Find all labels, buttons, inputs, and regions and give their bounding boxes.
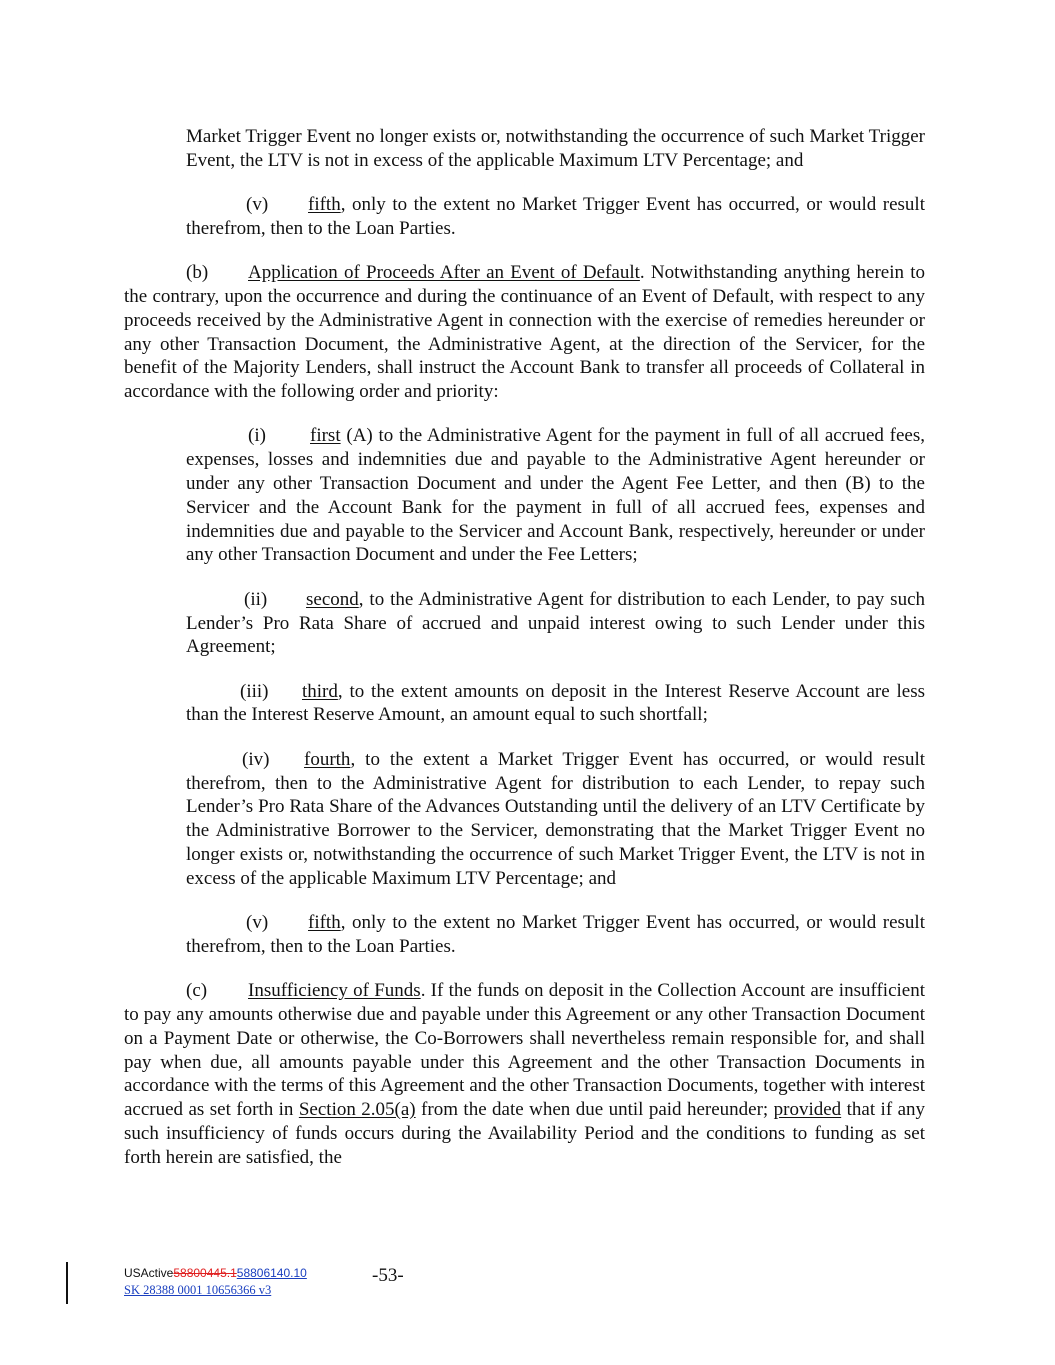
clause-number: (v) (246, 912, 269, 934)
doc-id-prefix: USActive (124, 1266, 174, 1280)
clause-text: , only to the extent no Market Trigger Event has occurred, or would result therefrom, then to the Loan Parties. (186, 912, 925, 957)
section-text: . Notwithstanding anything herein to the contrary, upon the occurrence and during the continuance of an Event of Default, with respect to any proceeds received by the Administrative Agent in connection with the exercise of remedies hereunder or any other Transaction Document, the Administrative Agent, at the direction of the Servicer, for the benefit of the Majority Lenders, shall instruct the Account Bank to transfer all proceeds of Collateral in accordance with the following order and priority: (124, 262, 926, 403)
clause-lead: first (310, 425, 341, 447)
doc-id-line (124, 1265, 307, 1282)
clause-number: (i) (248, 425, 266, 447)
section-c (124, 979, 925, 1169)
change-bar (66, 1262, 68, 1304)
clause-number: (iv) (242, 748, 270, 770)
doc-reference: SK 28388 0001 10656366 v3 (124, 1283, 272, 1297)
section-text: from the date when due until paid hereunder; (415, 1099, 774, 1121)
clause-lead: fourth (304, 748, 351, 770)
clause-number: (iii) (240, 680, 269, 702)
section-heading: Application of Proceeds After an Event of Default (248, 262, 640, 284)
clause-v-second (186, 911, 925, 959)
section-b (124, 261, 925, 404)
section-number: (b) (186, 262, 209, 284)
clause-number: (v) (246, 194, 269, 216)
clause-iv (186, 748, 925, 891)
section-text: that if any such insufficiency of funds occurs during the Availability Period and the conditions to funding as set forth herein are satisfied, the (124, 1099, 926, 1168)
provided-term: provided (773, 1099, 842, 1121)
clause-number: (ii) (244, 588, 268, 610)
section-reference: Section 2.05(a) (298, 1099, 416, 1121)
paragraph-continuation: Market Trigger Event no longer exists or, notwithstanding the occurrence of such Market Trigger Event, the LTV is not in excess of the applicable Maximum LTV Percentage; and (186, 126, 925, 171)
document-body (124, 125, 925, 1169)
clause-text: , to the Administrative Agent for distribution to each Lender, to pay such Lender’s Pro Rata Share of accrued and unpaid interest owing to such Lender under this Agreement; (186, 588, 925, 658)
section-heading: Insufficiency of Funds (248, 980, 421, 1002)
clause-lead: third (302, 680, 338, 702)
clause-iii (186, 680, 925, 728)
clause-lead: fifth (308, 194, 341, 216)
section-number: (c) (186, 980, 208, 1002)
page-number: -53- (372, 1265, 404, 1286)
clause-ii (186, 588, 925, 659)
clause-text: , to the extent a Market Trigger Event has occurred, or would result therefrom, then to the Administrative Agent for distribution to each Lender, to repay such Lender’s Pro Rata Share of the Advances Outstanding until the delivery of an LTV Certificate by the Administrative Borrower to the Servicer, demonstrating that the Market Trigger Event no longer exists or, notwithstanding the occurrence of such Market Trigger Event, the LTV is not in excess of the applicable Maximum LTV Percentage; and (186, 748, 925, 889)
doc-ref-line (124, 1282, 307, 1299)
clause-text: (A) to the Administrative Agent for the payment in full of all accrued fees, expenses, losses and indemnities due and payable to the Administrative Agent hereunder or under any other Transaction Document and under the Agent Fee Letter, and then (B) to the Servicer and the Account Bank for the payment in full of all accrued fees, expenses and indemnities due and payable to the Servicer and Account Bank, respectively, hereunder or under any other Transaction Document and under the Fee Letters; (186, 425, 925, 566)
section-text: . If the funds on deposit in the Collection Account are insufficient to pay any amounts otherwise due and payable under this Agreement or any other Transaction Document on a Payment Date or otherwise, the Co-Borrowers shall nevertheless remain responsible for, and shall pay when due, all amounts payable under this Agreement and the other Transaction Documents in accordance with the terms of this Agreement and the other Transaction Documents, together with interest accrued as set forth in (124, 980, 925, 1121)
clause-lead: second (306, 588, 359, 610)
clause-v-first (186, 193, 925, 241)
doc-id-deleted: 58800445.1 (173, 1266, 237, 1280)
clause-lead: fifth (308, 912, 341, 934)
clause-text: , to the extent amounts on deposit in the Interest Reserve Account are less than the Interest Reserve Amount, an amount equal to such shortfall; (186, 680, 925, 726)
clause-i (186, 424, 925, 567)
doc-id-inserted: 58806140.10 (236, 1266, 307, 1280)
clause-text: , only to the extent no Market Trigger Event has occurred, or would result therefrom, then to the Loan Parties. (186, 194, 925, 239)
footer (124, 1265, 307, 1299)
